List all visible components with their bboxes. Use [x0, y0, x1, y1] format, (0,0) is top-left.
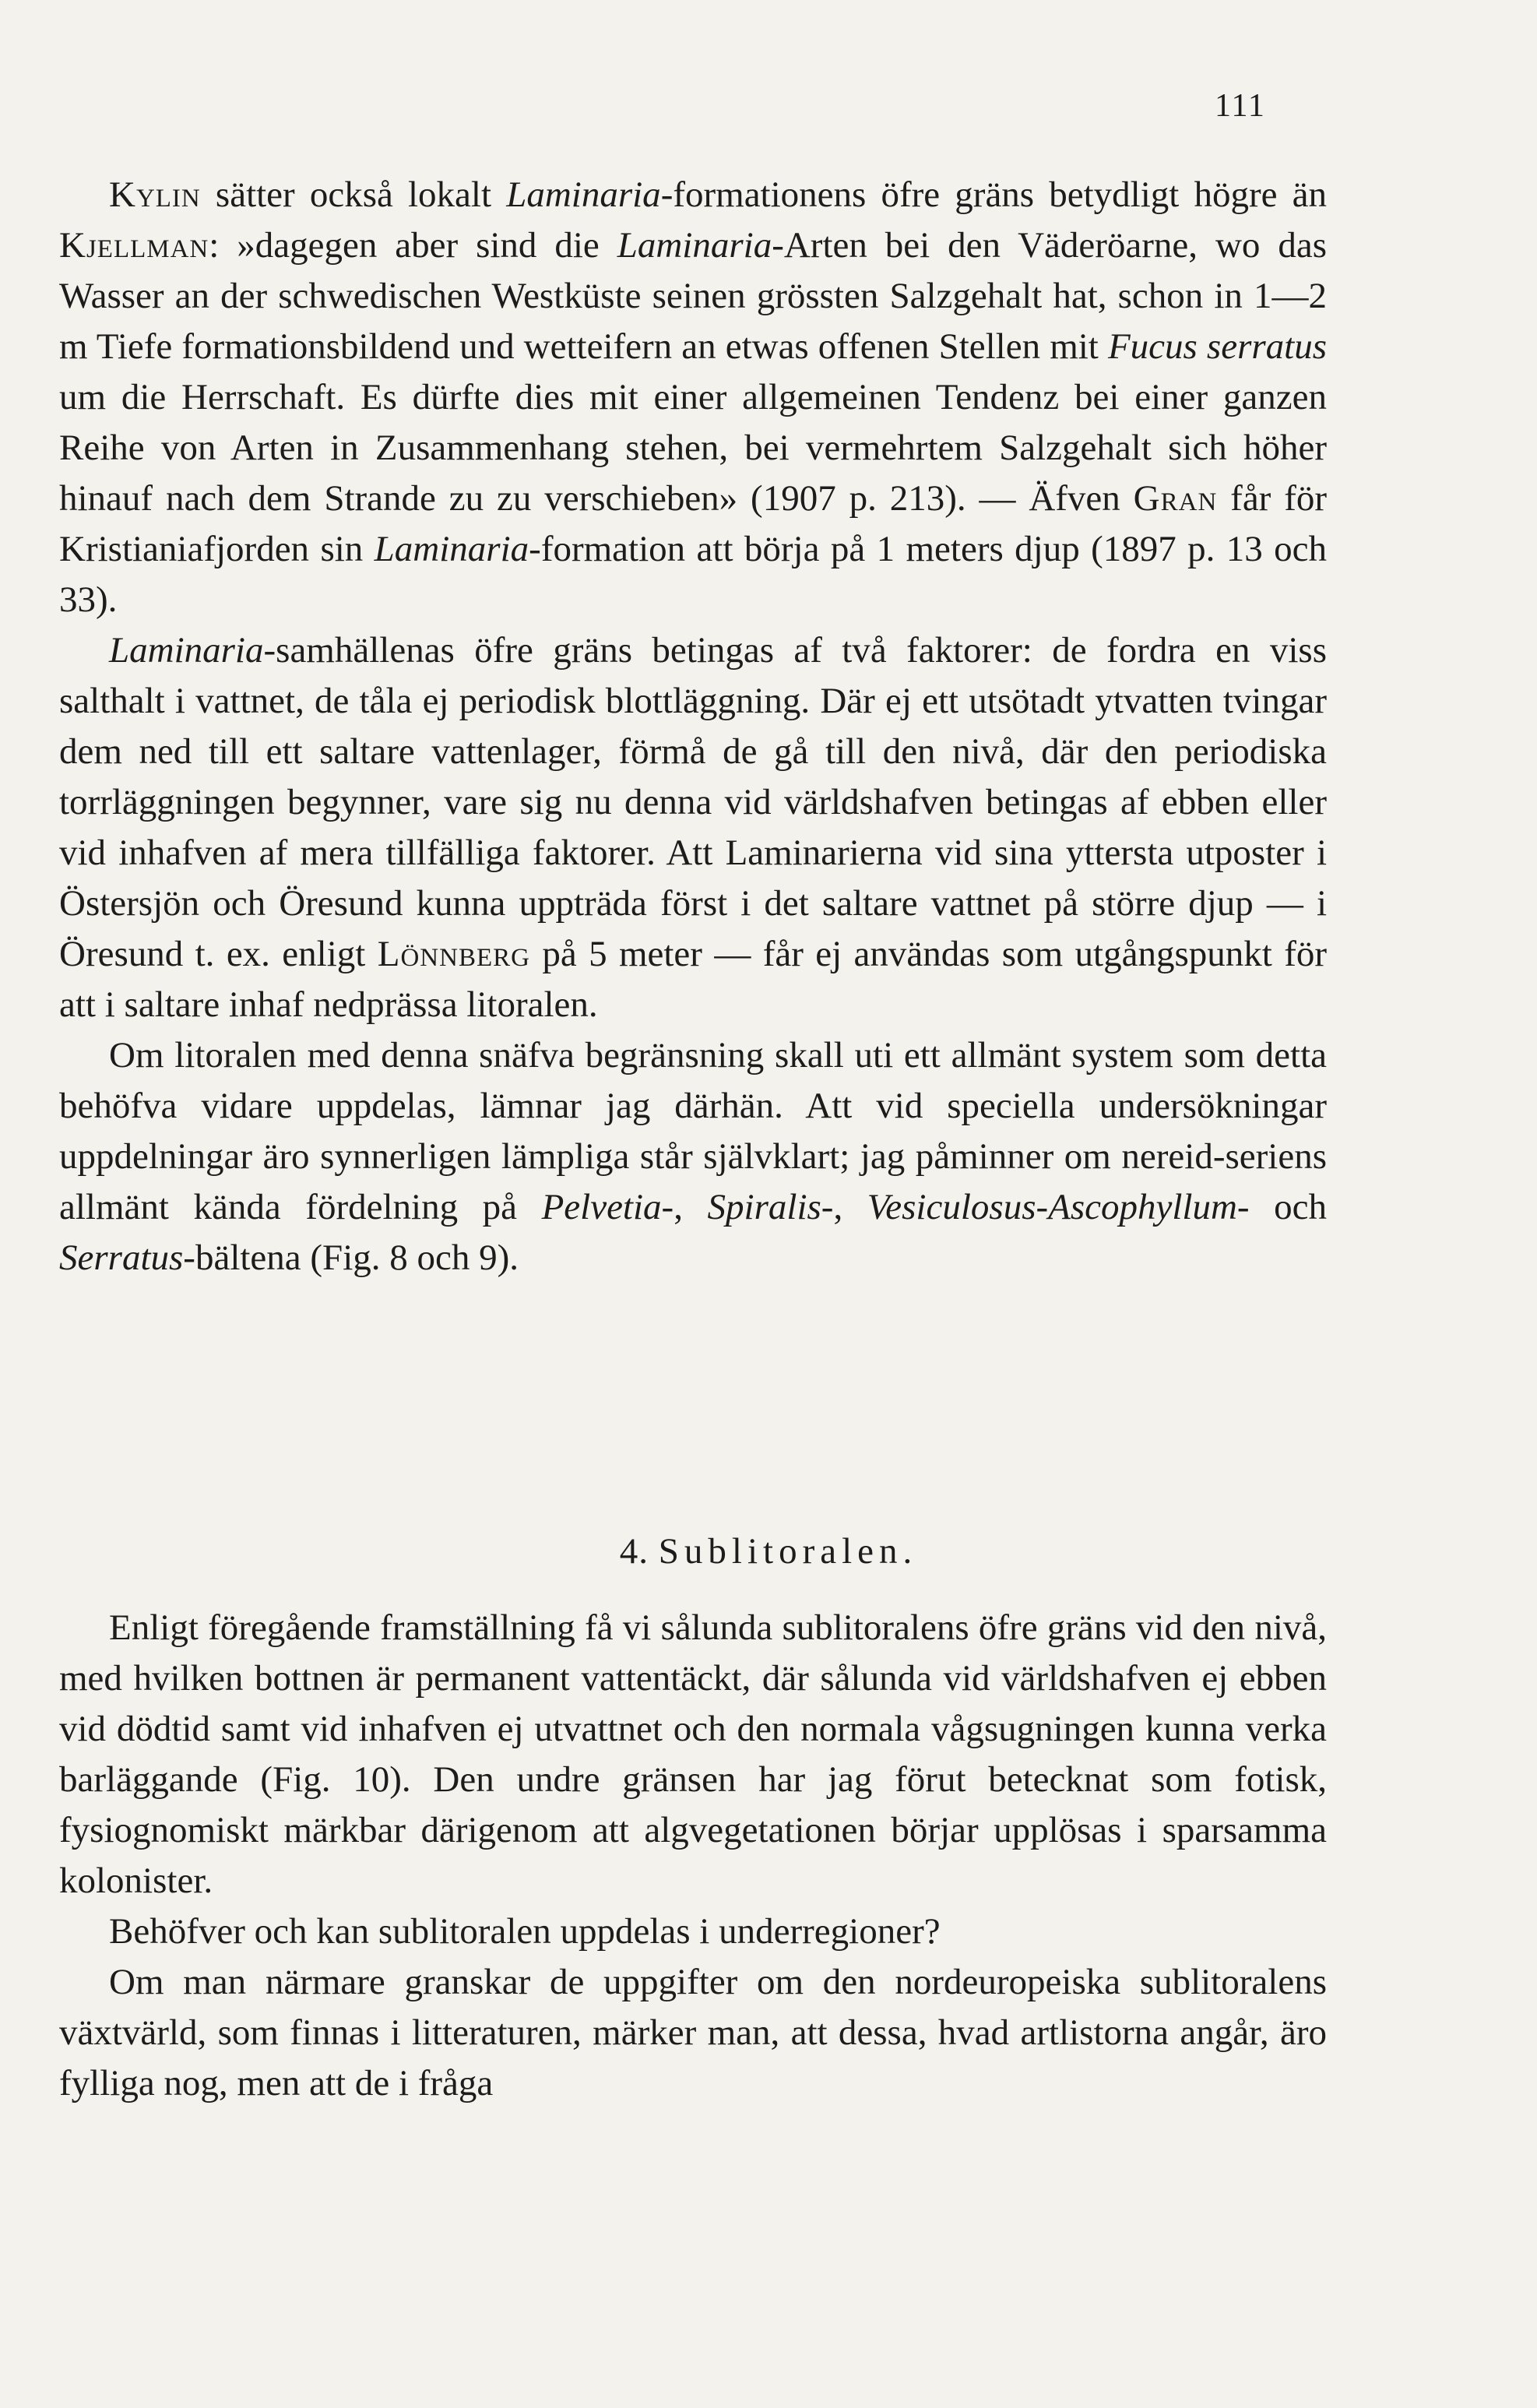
taxon-name: Fucus serratus — [1107, 326, 1328, 367]
paragraph-laminaria-limits — [59, 625, 1327, 1030]
text-run: sätter också lokalt — [200, 174, 507, 215]
text-run: : »dagegen aber sind die — [209, 225, 617, 266]
text-run: um die Herrschaft. Es dürfte dies mit einer allgemeinen Tendenz bei einer ganzen Reihe von Arten in Zusammenhang stehen, bei vermehrtem Salzgehalt sich höher hinauf nach dem Strande zu zu verschieben» (1907 p. 213). — Äfven — [59, 377, 1327, 519]
body-text-upper — [59, 170, 1327, 1283]
page-number: 111 — [1215, 88, 1266, 124]
text-run: , — [833, 1187, 867, 1227]
text-run: får för Kristianiafjorden sin — [59, 478, 1328, 569]
taxon-name: Serratus- — [59, 1237, 195, 1278]
taxon-name: Laminaria — [617, 225, 772, 266]
text-run: och — [1249, 1187, 1328, 1227]
paragraph-kylin — [59, 170, 1327, 625]
author-name: Lönnberg — [377, 934, 530, 974]
text-run: -formationens öfre gräns betydligt högre än — [660, 174, 1327, 215]
section-title: Sublitoralen. — [658, 1531, 918, 1572]
text-run: Enligt föregående framställning få vi sålunda sublitoralens öfre gräns vid den nivå, med hvilken bottnen är permanent vattentäckt, där sålunda vid världshafven ej ebben vid dödtid samt vid inhafven ej utvattnet och den normala vågsugningen kunna verka barläggande (Fig. 10). Den undre gränsen har jag förut betecknat som fotisk, fysiognomiskt märkbar därigenom att algvegetationen börjar upplösas i sparsamma kolonister. — [59, 1607, 1327, 1901]
text-run: -formation att börja på 1 meters djup (1897 p. 13 och 33). — [59, 529, 1327, 620]
text-run: -samhällenas öfre gräns betingas af två faktorer: de fordra en viss salthalt i vattnet, de tåla ej periodisk blottläggning. Där ej ett utsötadt ytvatten tvingar dem ned till ett saltare vattenlager, förmå de gå till den nivå, där den periodiska torrläggningen begynner, vare sig nu denna vid världshafven betingas af ebben eller vid inhafven af mera tillfälliga faktorer. Att Laminarierna vid sina yttersta utposter i Östersjön och Öresund kunna uppträda först i det saltare vattnet på större djup — i Öresund t. ex. enligt — [59, 630, 1327, 974]
paragraph-litoral-division — [59, 1030, 1327, 1283]
taxon-name: Spiralis- — [707, 1187, 834, 1227]
text-run: , — [674, 1187, 708, 1227]
author-name: Kylin — [109, 174, 201, 215]
taxon-name: Vesiculosus-Ascophyllum- — [867, 1187, 1250, 1227]
text-run: Om litoralen med denna snäfva begränsning skall uti ett allmänt system som detta behöfva vidare uppdelas, lämnar jag därhän. Att vid speciella undersökningar uppdelningar äro synnerligen lämpliga står självklart; jag påminner om nereid-seriens allmänt kända fördelning på — [59, 1035, 1327, 1227]
author-name: Kjellman — [59, 225, 209, 266]
taxon-name: Laminaria — [374, 529, 529, 569]
text-run: Om man närmare granskar de uppgifter om den nordeuropeiska sublitoralens växtvärld, som finnas i litteraturen, märker man, att dessa, hvad artlistorna angår, äro fylliga nog, men att de i fråga — [59, 1962, 1327, 2103]
text-run: Behöfver och kan sublitoralen uppdelas i underregioner? — [109, 1911, 941, 1952]
text-run: -Arten bei den Väderöarne, wo das Wasser an der schwedischen Westküste seinen grössten Salzgehalt hat, schon in 1—2 m Tiefe formationsbildend und wetteifern an etwas offenen Stellen mit — [59, 225, 1327, 367]
section-heading — [0, 1530, 1537, 1572]
text-run: på 5 meter — får ej användas som utgångspunkt för att i saltare inhaf nedprässa litoralen. — [59, 934, 1327, 1025]
section-number: 4. — [619, 1531, 649, 1572]
taxon-name: Pelvetia- — [541, 1187, 674, 1227]
taxon-name: Laminaria — [506, 174, 661, 215]
taxon-name: Laminaria — [109, 630, 264, 671]
text-run: bältena (Fig. 8 och 9). — [195, 1237, 519, 1278]
author-name: Gran — [1133, 478, 1218, 519]
paragraph-literature — [59, 1957, 1327, 2109]
paragraph-sublitoral-limits — [59, 1603, 1327, 1906]
body-text-lower — [59, 1603, 1327, 2109]
paragraph-question — [59, 1906, 1327, 1957]
